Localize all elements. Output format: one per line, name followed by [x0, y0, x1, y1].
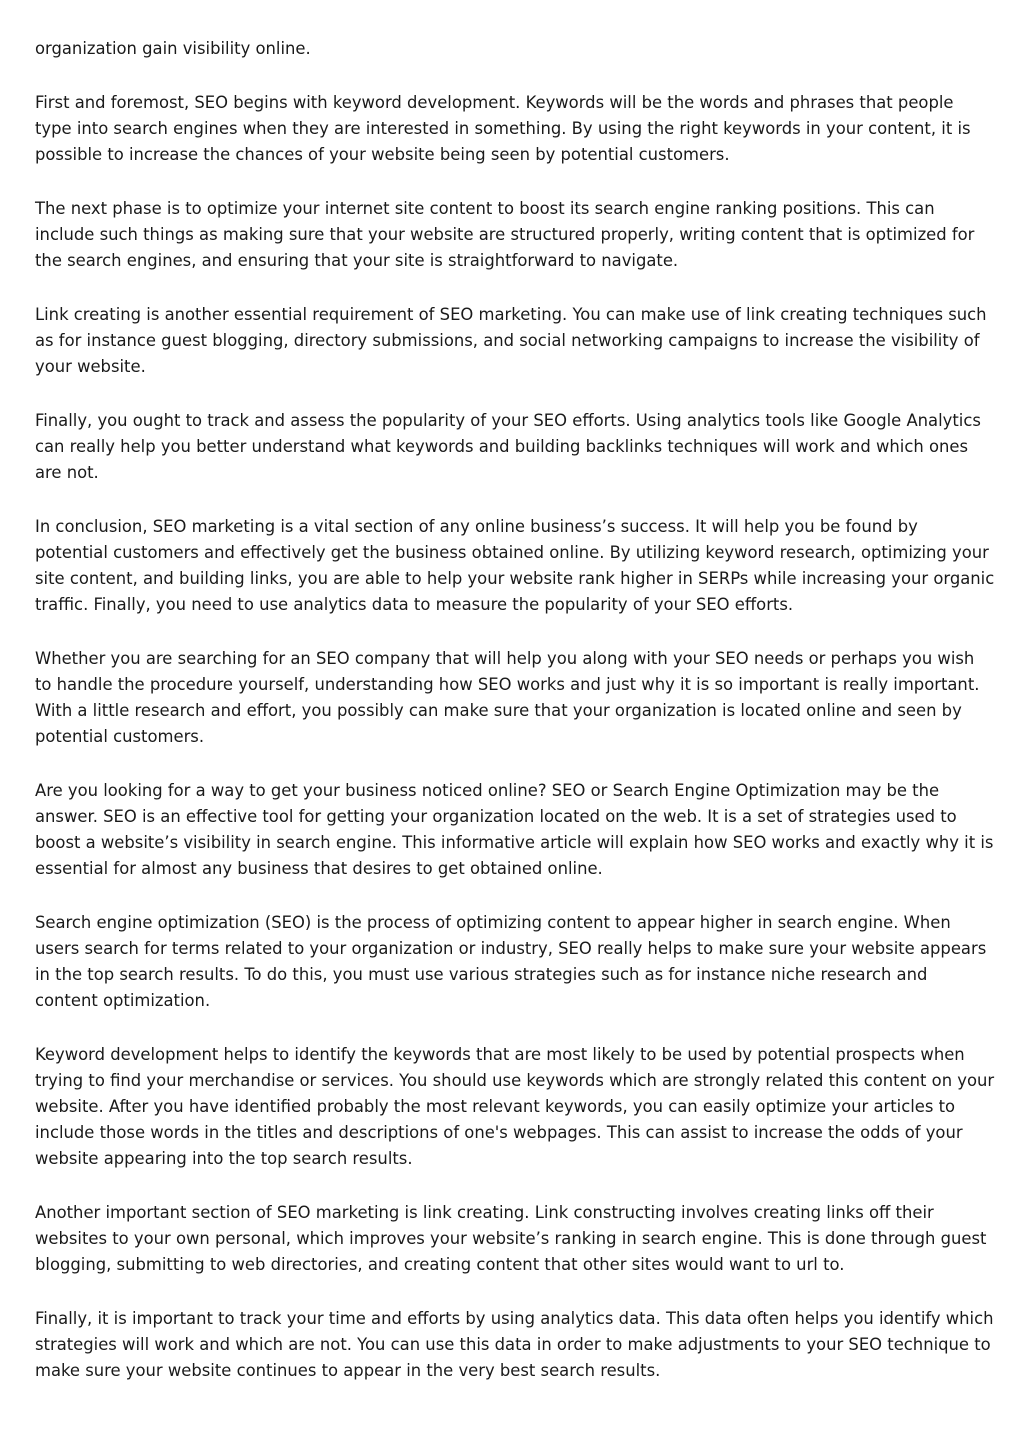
paragraph: First and foremost, SEO begins with keyword development. Keywords will be the words and phrases that people type into search engines when they are interested in something. By using the right keywords in your content, it is possible to increase the chances of your website being seen by potential customers. — [35, 93, 971, 164]
paragraph: The next phase is to optimize your internet site content to boost its search engine ranking positions. This can include such things as making sure that your website are structured properly, writing content that is optimized for the search engines, and ensuring that your site is straightforward to navigate. — [35, 199, 975, 270]
paragraph: Whether you are searching for an SEO company that will help you along with your SEO needs or perhaps you wish to handle the procedure yourself, understanding how SEO works and just why it is so important is really important. With a little research and effort, you possibly can make sure that your organization is located online and seen by potential customers. — [35, 649, 980, 746]
paragraph: Link creating is another essential requirement of SEO marketing. You can make use of link creating techniques such as for instance guest blogging, directory submissions, and social networking campaigns to increase the visibility of your website. — [35, 305, 987, 376]
paragraph: Finally, it is important to track your time and efforts by using analytics data. This data often helps you identify which strategies will work and which are not. You can use this data in order to make adjustments to your SEO technique to make sure your website continues to appear in the very best search results. — [35, 1309, 994, 1380]
paragraph: organization gain visibility online. — [35, 39, 311, 58]
paragraph: Are you looking for a way to get your business noticed online? SEO or Search Engine Optimization may be the answer. SEO is an effective tool for getting your organization located on the web. It is a set of strategies used to boost a website’s visibility in search engine. This informative article will explain how SEO works and exactly why it is essential for almost any business that desires to get obtained online. — [35, 781, 994, 878]
paragraph: Another important section of SEO marketing is link creating. Link constructing involves creating links off their websites to your own personal, which improves your website’s ranking in search engine. This is done through guest blogging, submitting to web directories, and creating content that other sites would want to url to. — [35, 1203, 987, 1274]
paragraph: Keyword development helps to identify the keywords that are most likely to be used by potential prospects when trying to find your merchandise or services. You should use keywords which are strongly related this content on your website. After you have identified probably the most relevant keywords, you can easily optimize your articles to include those words in the titles and descriptions of one's webpages. This can assist to increase the odds of your website appearing into the top search results. — [35, 1045, 995, 1168]
document-body — [35, 36, 995, 1412]
paragraph: Finally, you ought to track and assess the popularity of your SEO efforts. Using analytics tools like Google Analytics can really help you better understand what keywords and building backlinks techniques will work and which ones are not. — [35, 411, 981, 482]
paragraph: Search engine optimization (SEO) is the process of optimizing content to appear higher in search engine. When users search for terms related to your organization or industry, SEO really helps to make sure your website appears in the top search results. To do this, you must use various strategies such as for instance niche research and content optimization. — [35, 913, 987, 1010]
paragraph: In conclusion, SEO marketing is a vital section of any online business’s success. It will help you be found by potential customers and effectively get the business obtained online. By utilizing keyword research, optimizing your site content, and building links, you are able to help your website rank higher in SERPs while increasing your organic traffic. Finally, you need to use analytics data to measure the popularity of your SEO efforts. — [35, 517, 995, 614]
